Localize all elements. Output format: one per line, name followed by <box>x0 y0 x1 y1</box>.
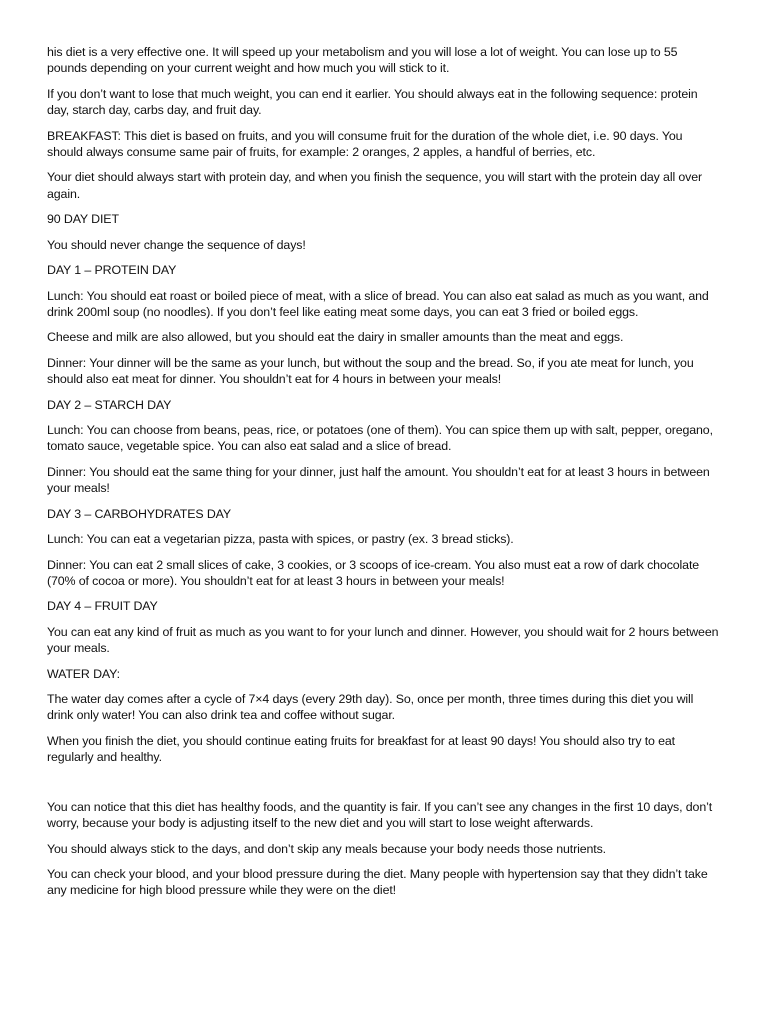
water-day-heading: WATER DAY: <box>47 666 120 681</box>
day1-dinner: Dinner: Your dinner will be the same as your lunch, but without the soup and the bread. So, if you ate meat for lunch, you should also eat meat for dinner. You shouldn’t eat for 4 hours in between your meals! <box>47 355 694 387</box>
diet-heading: 90 DAY DIET <box>47 212 119 227</box>
water-day-text: The water day comes after a cycle of 7×4 days (every 29th day). So, once per month, three times during this diet you will drink only water! You can also drink tea and coffee without sugar. <box>47 692 694 723</box>
stick-paragraph: You should always stick to the days, and don’t skip any meals because your body needs those nutrients. <box>47 841 606 856</box>
day4-heading: DAY 4 – FRUIT DAY <box>47 599 158 614</box>
intro-paragraph: his diet is a very effective one. It will speed up your metabolism and you will lose a lot of weight. You can lose up to 55 pounds depending on your current weight and how much you will stick to it. <box>47 45 678 76</box>
sequence-paragraph: Your diet should always start with protein day, and when you finish the sequence, you will start with the protein day all over again. <box>47 170 703 201</box>
day1-heading: DAY 1 – PROTEIN DAY <box>47 263 177 278</box>
duration-paragraph: If you don’t want to lose that much weight, you can end it earlier. You should always eat in the following sequence: protein day, starch day, carbs day, and fruit day. <box>47 86 698 118</box>
day1-lunch: Lunch: You should eat roast or boiled piece of meat, with a slice of bread. You can also eat salad as much as you want, and drink 200ml soup (no noodles). If you don’t feel like eating meat some days, you can eat 3 fried or boiled eggs. <box>47 288 709 319</box>
section-gap <box>47 775 719 799</box>
notice-paragraph: You can notice that this diet has healthy foods, and the quantity is fair. If you can’t see any changes in the first 10 days, don’t worry, because your body is adjusting itself to the new diet and you will start to lose weight afterwards. <box>47 799 713 831</box>
after-diet-text: When you finish the diet, you should continue eating fruits for breakfast for at least 90 days! You should also try to eat regularly and healthy. <box>47 733 675 765</box>
day1-dairy: Cheese and milk are also allowed, but you should eat the dairy in smaller amounts than the meat and eggs. <box>47 330 624 345</box>
breakfast-paragraph: BREAKFAST: This diet is based on fruits, and you will consume fruit for the duration of the whole diet, i.e. 90 days. You should always consume same pair of fruits, for example: 2 oranges, 2 apples, a handful of berries, etc. <box>47 128 683 159</box>
day4-text: You can eat any kind of fruit as much as you want to for your lunch and dinner. However, you should wait for 2 hours between your meals. <box>47 624 719 656</box>
document-body <box>47 44 719 908</box>
day3-lunch: Lunch: You can eat a vegetarian pizza, pasta with spices, or pastry (ex. 3 bread sticks). <box>47 532 514 547</box>
sequence-warning: You should never change the sequence of days! <box>47 237 306 252</box>
blood-pressure-paragraph: You can check your blood, and your blood pressure during the diet. Many people with hypertension say that they didn’t take any medicine for high blood pressure while they were on the diet! <box>47 867 708 898</box>
day2-heading: DAY 2 – STARCH DAY <box>47 397 172 412</box>
day2-lunch: Lunch: You can choose from beans, peas, rice, or potatoes (one of them). You can spice them up with salt, pepper, oregano, tomato sauce, vegetable spice. You can also eat salad and a slice of bread. <box>47 423 713 454</box>
day3-dinner: Dinner: You can eat 2 small slices of cake, 3 cookies, or 3 scoops of ice-cream. You also must eat a row of dark chocolate (70% of cocoa or more). You shouldn’t eat for at least 3 hours in between your meals! <box>47 557 700 588</box>
day2-dinner: Dinner: You should eat the same thing for your dinner, just half the amount. You shouldn’t eat for at least 3 hours in between your meals! <box>47 464 710 496</box>
day3-heading: DAY 3 – CARBOHYDRATES DAY <box>47 506 232 521</box>
